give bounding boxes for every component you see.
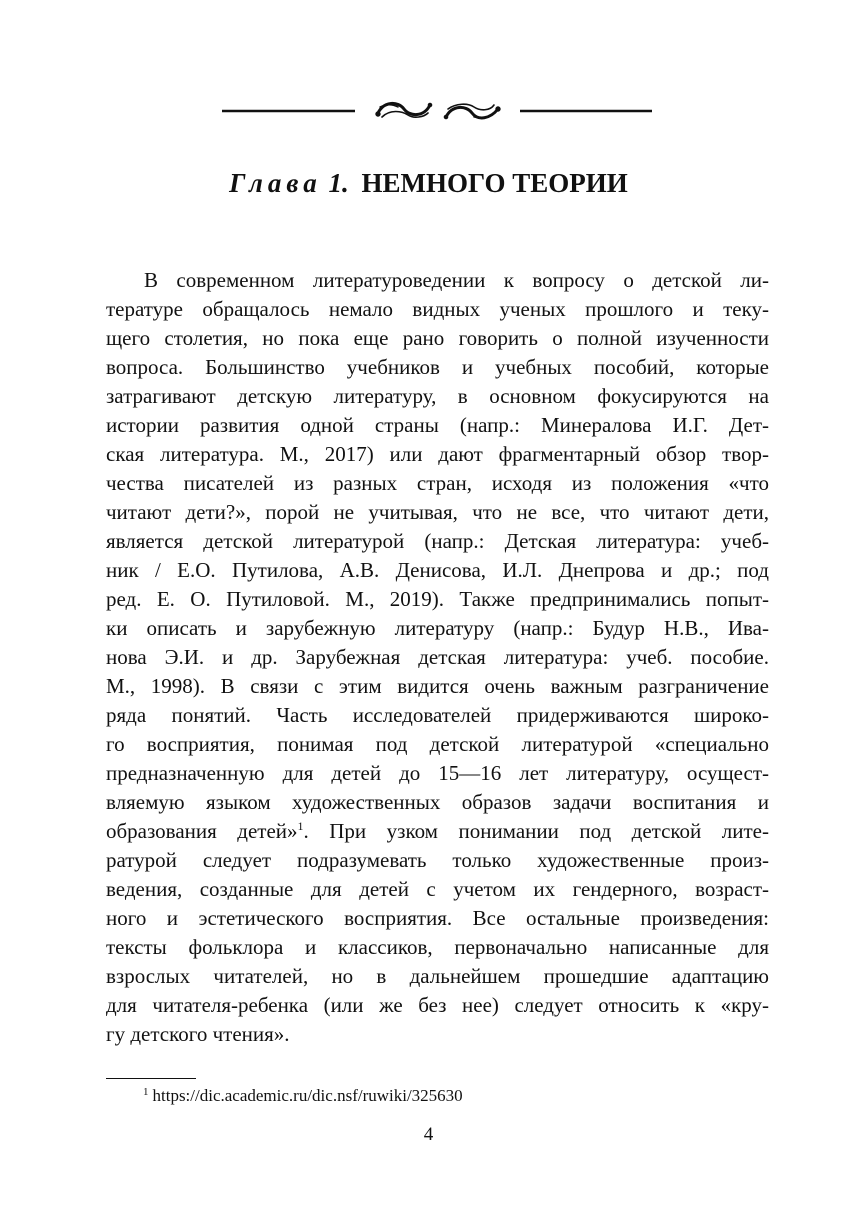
text-line: ред. Е. О. Путиловой. М., 2019). Также предпринимались попыт- bbox=[106, 587, 769, 611]
text-line: читают дети?», порой не учитывая, что не все, что читают дети, bbox=[106, 500, 769, 524]
text-line: тексты фольклора и классиков, первоначально написанные для bbox=[106, 935, 769, 959]
text-line: М., 1998). В связи с этим видится очень важным разграничение bbox=[106, 674, 769, 698]
body-text bbox=[106, 266, 769, 1049]
text-line-part: . При узком понимании под детской лите- bbox=[303, 819, 769, 843]
ornament-flourish-left bbox=[376, 103, 432, 117]
text-line: ки описать и зарубежную литературу (напр.: Будур Н.В., Ива- bbox=[106, 616, 769, 640]
footnote-marker: 1 bbox=[143, 1086, 149, 1098]
text-line-part: образования детей» bbox=[106, 819, 298, 843]
text-line: предназначенную для детей до 15—16 лет литературу, осущест- bbox=[106, 761, 769, 785]
text-line: ратурой следует подразумевать только художественные произ- bbox=[106, 848, 769, 872]
page-number: 4 bbox=[423, 1124, 434, 1145]
text-line: ская литература. М., 2017) или дают фрагментарный обзор твор- bbox=[106, 442, 769, 466]
chapter-number: 1. bbox=[328, 168, 349, 198]
text-line: нова Э.И. и др. Зарубежная детская литература: учеб. пособие. bbox=[106, 645, 769, 669]
footnote-reference: 1 bbox=[297, 819, 304, 833]
text-line: вопроса. Большинство учебников и учебных пособий, которые bbox=[106, 355, 769, 379]
text-line: В современном литературоведении к вопросу о детской ли- bbox=[144, 268, 769, 292]
text-line: тературе обращалось немало видных ученых прошлого и теку- bbox=[106, 297, 769, 321]
text-line: го восприятия, понимая под детской литературой «специально bbox=[106, 732, 769, 756]
text-line: ного и эстетического восприятия. Все остальные произведения: bbox=[106, 906, 769, 930]
text-line: затрагивают детскую литературу, в основном фокусируются на bbox=[106, 384, 769, 408]
text-line: щего столетия, но пока еще рано говорить о полной изученности bbox=[106, 326, 769, 350]
chapter-title bbox=[0, 166, 857, 200]
text-line: ник / Е.О. Путилова, А.В. Денисова, И.Л. Днепрова и др.; под bbox=[106, 558, 769, 582]
text-line: взрослых читателей, но в дальнейшем прошедшие адаптацию bbox=[106, 964, 769, 988]
chapter-ornament bbox=[222, 95, 652, 127]
text-line: ряда понятий. Часть исследователей придерживаются широко- bbox=[106, 703, 769, 727]
ornament-flourish-right bbox=[444, 104, 500, 119]
text-line: истории развития одной страны (напр.: Минералова И.Г. Дет- bbox=[106, 413, 769, 437]
footnote-divider bbox=[106, 1078, 196, 1079]
text-line-with-footnote-ref bbox=[106, 817, 769, 846]
text-line: чества писателей из разных стран, исходя из положения «что bbox=[106, 471, 769, 495]
text-line: является детской литературой (напр.: Детская литература: учеб- bbox=[106, 529, 769, 553]
footnote bbox=[143, 1084, 463, 1108]
chapter-label: Глава bbox=[229, 168, 322, 198]
text-line: ведения, созданные для детей с учетом их гендерного, возраст- bbox=[106, 877, 769, 901]
chapter-heading: НЕМНОГО ТЕОРИИ bbox=[361, 168, 628, 198]
text-line: гу детского чтения». bbox=[106, 1022, 290, 1046]
footnote-link[interactable]: https://dic.academic.ru/dic.nsf/ruwiki/325630 bbox=[152, 1086, 463, 1105]
text-line: вляемую языком художественных образов задачи воспитания и bbox=[106, 790, 769, 814]
text-line: для читателя-ребенка (или же без нее) следует относить к «кру- bbox=[106, 993, 769, 1017]
